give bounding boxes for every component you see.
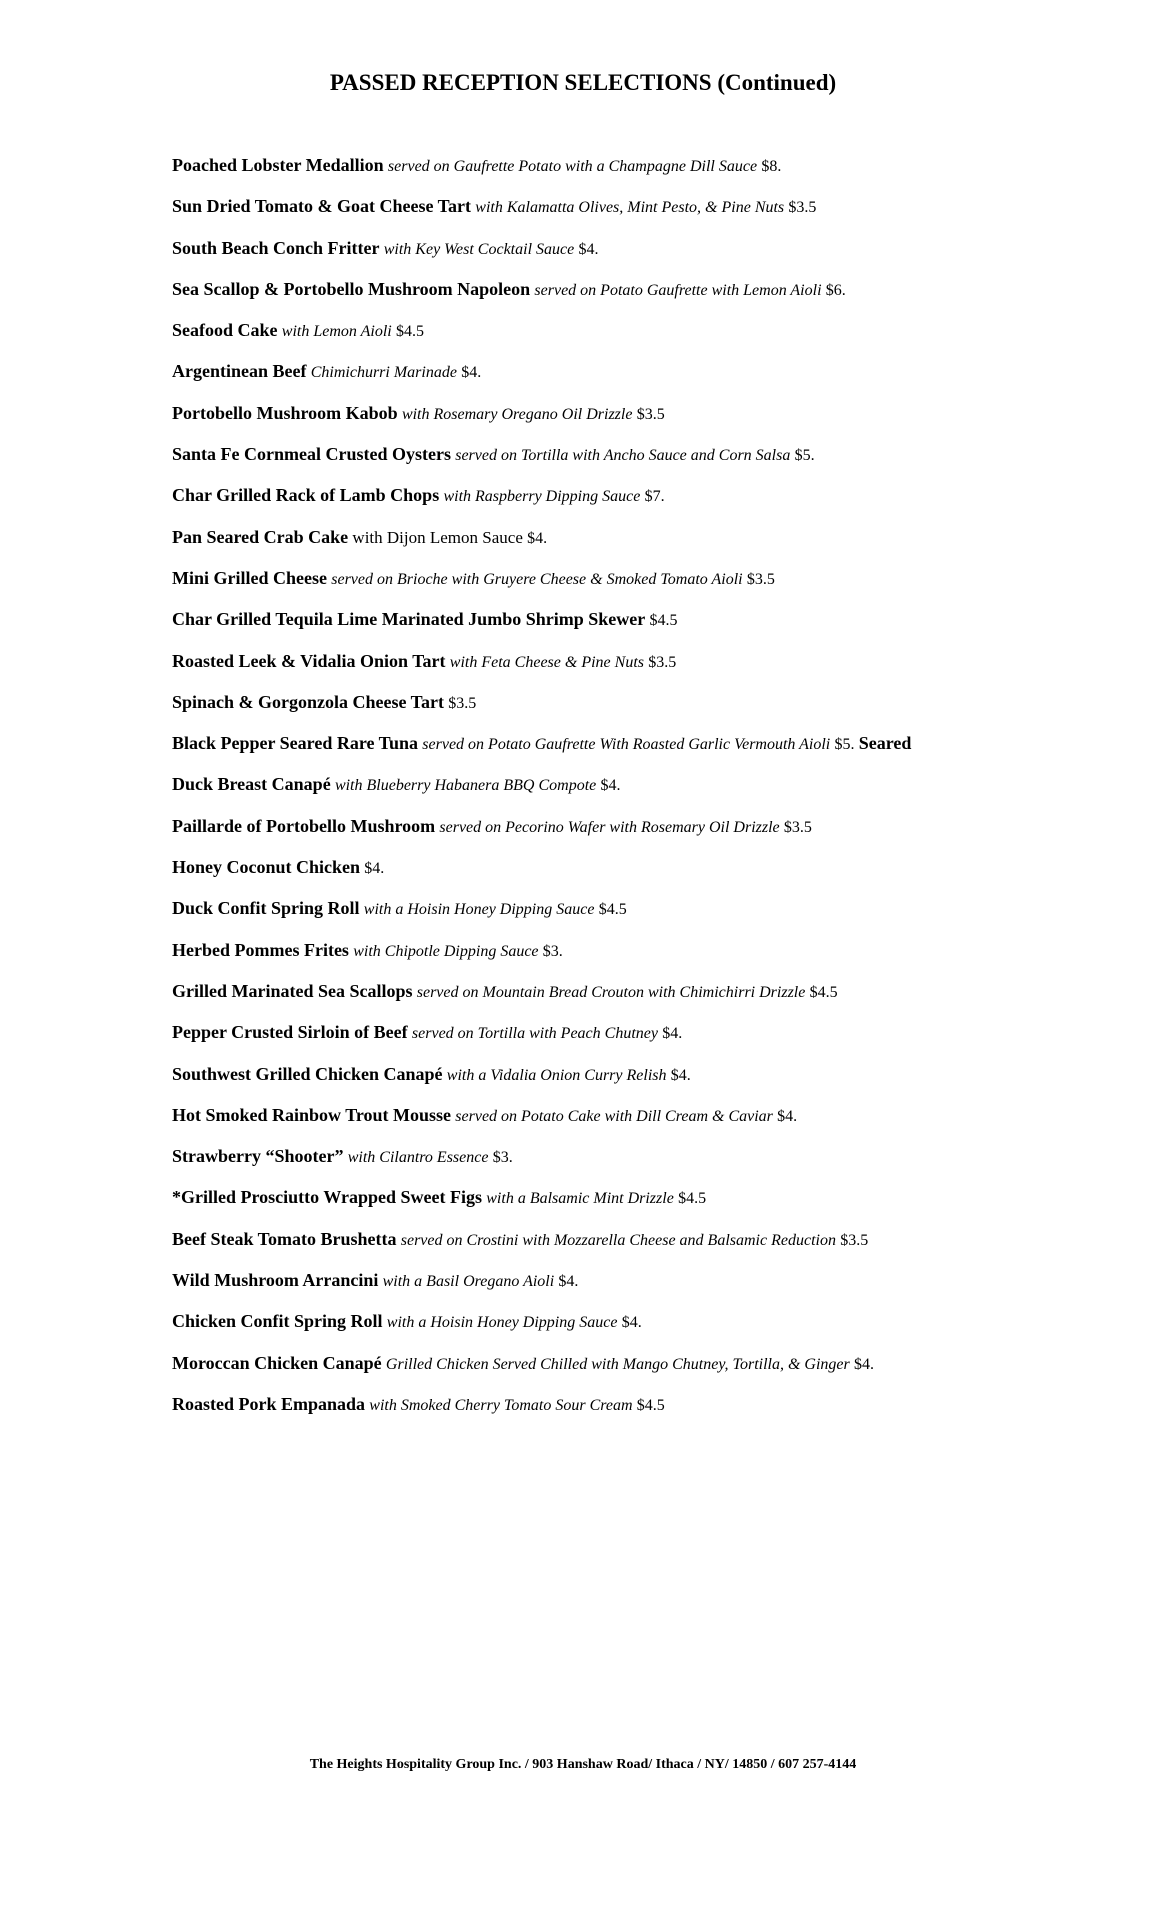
item-description: served on Pecorino Wafer with Rosemary Oil Drizzle [439,818,780,836]
menu-item [172,1185,1166,1226]
item-name: Char Grilled Rack of Lamb Chops [172,485,440,506]
item-price: $3.5 [448,694,477,712]
item-price: $6. [825,281,846,299]
item-description: with Feta Cheese & Pine Nuts [449,653,644,671]
item-price: $3.5 [636,405,665,423]
footer-address: The Heights Hospitality Group Inc. / 903 Hanshaw Road/ Ithaca / NY/ 14850 / 607 257-4144 [309,1757,857,1772]
menu-item [172,277,1166,318]
menu-item [172,1103,1166,1144]
item-name: Spinach & Gorgonzola Cheese Tart [172,691,445,712]
item-name: Poached Lobster Medallion [172,155,384,175]
item-name: Pan Seared Crab Cake [172,526,349,547]
item-name: Char Grilled Tequila Lime Marinated Jumbo Shrimp Skewer [172,609,646,630]
menu-item [172,731,1166,772]
item-description: with a Balsamic Mint Drizzle [486,1190,674,1208]
item-name: Portobello Mushroom Kabob [172,402,398,423]
item-name: Duck Breast Canapé [172,774,331,795]
item-price: $4.5 [395,323,424,341]
item-description: with a Vidalia Onion Curry Relish [446,1066,667,1084]
menu-item [172,690,1166,731]
item-price: $4. [670,1066,691,1084]
item-price: $3. [492,1149,513,1167]
item-overflow-text: Seared [858,733,912,754]
page-title: PASSED RECEPTION SELECTIONS (Continued) [329,70,837,95]
item-price: $4. [578,240,599,258]
item-description: with a Basil Oregano Aioli [382,1273,555,1291]
item-price: $3.5 [746,570,775,588]
item-description: served on Potato Gaufrette with Lemon Aioli [534,281,822,299]
item-price: $3. [542,942,563,960]
menu-item [172,607,1166,648]
item-price: $4.5 [678,1190,707,1208]
item-name: Moroccan Chicken Canapé [172,1352,382,1373]
menu-item [172,896,1166,937]
item-description: with Raspberry Dipping Sauce [443,488,641,506]
menu-item [172,938,1166,979]
item-name: Mini Grilled Cheese [172,567,327,588]
item-name: Seafood Cake [172,320,278,341]
menu-item [172,1227,1166,1268]
item-name: Grilled Marinated Sea Scallops [172,980,413,1001]
item-price: $3.5 [648,653,677,671]
item-name: Black Pepper Seared Rare Tuna [172,733,419,754]
item-description: served on Brioche with Gruyere Cheese & Smoked Tomato Aioli [331,570,743,588]
item-name: Southwest Grilled Chicken Canapé [172,1063,443,1084]
item-description: with Rosemary Oregano Oil Drizzle [401,405,633,423]
item-description: with Cilantro Essence [347,1149,489,1167]
item-price: $4. [662,1025,683,1043]
item-name: Santa Fe Cornmeal Crusted Oysters [172,444,451,465]
menu-item [172,1020,1166,1061]
item-price: $4.5 [636,1396,665,1414]
menu-item [172,566,1166,607]
item-price: $5. [834,736,855,754]
item-name: Duck Confit Spring Roll [172,898,360,919]
item-price: $5. [794,447,815,465]
item-name: Honey Coconut Chicken [172,857,361,878]
menu-item [172,855,1166,896]
item-description: with Chipotle Dipping Sauce [353,942,539,960]
item-name: Sea Scallop & Portobello Mushroom Napoleon [172,278,531,299]
menu-item [172,318,1166,359]
item-description: served on Crostini with Mozzarella Cheese and Balsamic Reduction [400,1231,836,1249]
item-name: Paillarde of Portobello Mushroom [172,815,436,836]
item-price: $4. [621,1314,642,1332]
item-name: Roasted Leek & Vidalia Onion Tart [172,650,446,671]
item-description: served on Tortilla with Peach Chutney [411,1025,658,1043]
item-name: Pepper Crusted Sirloin of Beef [172,1022,408,1043]
item-description: with Kalamatta Olives, Mint Pesto, & Pine Nuts [475,199,785,217]
item-description: Grilled Chicken Served Chilled with Mango Chutney, Tortilla, & Ginger [385,1355,850,1373]
item-description: with Key West Cocktail Sauce [383,240,575,258]
item-name: South Beach Conch Fritter [172,237,380,258]
menu-item [172,525,1166,566]
item-name: *Grilled Prosciutto Wrapped Sweet Figs [172,1187,482,1208]
menu-item [172,359,1166,400]
item-name: Beef Steak Tomato Brushetta [172,1228,397,1249]
menu-item [172,1309,1166,1350]
menu-item [172,814,1166,855]
item-description: with Blueberry Habanera BBQ Compote [334,777,597,795]
item-price: $4. [600,777,621,795]
item-price: $4.5 [649,612,678,630]
menu-item [172,1268,1166,1309]
menu-item [172,979,1166,1020]
menu-item [172,1062,1166,1103]
menu-item [172,236,1166,277]
item-name: Herbed Pommes Frites [172,939,349,960]
menu-list [172,153,1166,1433]
menu-item [172,401,1166,442]
item-price: $4. [777,1107,798,1125]
item-price: $3.5 [788,199,817,217]
item-description: served on Potato Gaufrette With Roasted Garlic Vermouth Aioli [422,736,831,754]
menu-item [172,772,1166,813]
item-description: with a Hoisin Honey Dipping Sauce [386,1314,618,1332]
item-price: $8. [761,158,782,175]
item-price: $3.5 [840,1231,869,1249]
item-description: served on Tortilla with Ancho Sauce and Corn Salsa [455,447,791,465]
item-description: Chimichurri Marinade [310,364,457,382]
menu-item [172,442,1166,483]
item-description: served on Mountain Bread Crouton with Chimichirri Drizzle [416,983,806,1001]
item-description: with a Hoisin Honey Dipping Sauce [363,901,595,919]
item-price: $4. [364,860,385,878]
item-name: Wild Mushroom Arrancini [172,1270,379,1291]
menu-item [172,1392,1166,1433]
item-price: $4.5 [598,901,627,919]
item-name: Sun Dried Tomato & Goat Cheese Tart [172,196,472,217]
item-description: with Smoked Cherry Tomato Sour Cream [369,1396,633,1414]
item-description: with Dijon Lemon Sauce [352,527,523,547]
item-price: $3.5 [783,818,812,836]
item-price: $7. [644,488,665,506]
item-price: $4. [461,364,482,382]
item-price: $4. [527,529,548,547]
item-price: $4. [558,1273,579,1291]
item-price: $4. [854,1355,874,1373]
item-name: Argentinean Beef [172,361,307,382]
menu-item [172,153,1166,194]
item-description: served on Gaufrette Potato with a Champagne Dill Sauce [387,158,758,175]
item-name: Strawberry “Shooter” [172,1146,344,1167]
menu-item [172,649,1166,690]
item-name: Chicken Confit Spring Roll [172,1311,383,1332]
menu-item [172,483,1166,524]
menu-item [172,194,1166,235]
menu-item [172,1144,1166,1185]
item-description: served on Potato Cake with Dill Cream & Caviar [455,1107,773,1125]
item-price: $4.5 [809,983,838,1001]
item-name: Roasted Pork Empanada [172,1393,366,1414]
item-description: with Lemon Aioli [281,323,392,341]
item-name: Hot Smoked Rainbow Trout Mousse [172,1104,452,1125]
menu-item [172,1351,1166,1392]
